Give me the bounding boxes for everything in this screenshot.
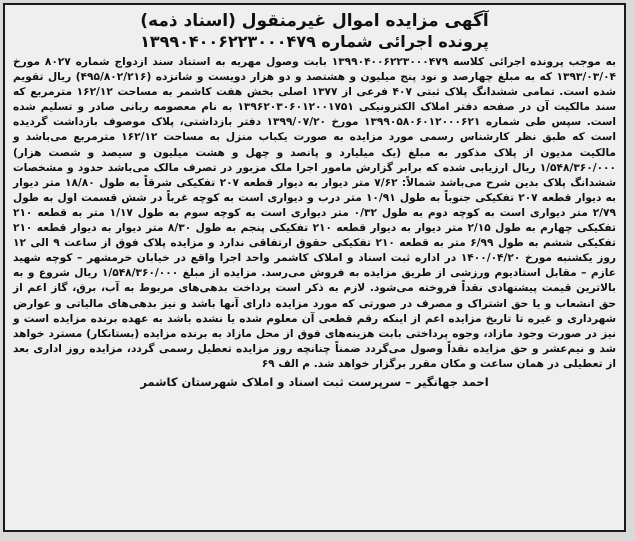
auction-notice xyxy=(3,3,626,532)
notice-body: به موجب پرونده اجرائی کلاسه ۱۳۹۹۰۴۰۰۶۲۲۳۰۰۰۴۷۹ بابت وصول مهریه به استناد سند ازدواج شماره ۸۰۲۷ مورخ ۱۳۹۳/۰۳/۰۴ که به مبلغ چهارصد و نود پنج میلیون و هشتصد و دو هزار دویست و شانزده (۴۹۵/۸۰۲/۲۱۶) ریال تقویم شده است. تمامی ششدانگ پلاک ثبتی ۴۰۷ فرعی از ۱۳۷۷ اصلی بخش هفت کاشمر به مساحت ۱۶۲/۱۲ مترمربع که سند مالکیت آن در صفحه دفتر املاک الکترونیکی ۱۳۹۶۲۰۳۰۶۰۱۲۰۰۱۷۵۱ به نام معصومه ربانی صادر و تسلیم شده است. سپس طی شماره ۱۳۹۹۰۵۸۰۶۰۱۲۰۰۰۶۲۱ مورخ ۱۳۹۹/۰۷/۲۰ دفتر بازداشتی، پلاک موصوف بازداشت گردیده است که طبق نظر کارشناس رسمی مورد مزایده به صورت یکباب منزل به مساحت ۱۶۲/۱۲ مترمربع می‌باشد و مالکیت مدیون از پلاک مذکور به مبلغ (یک میلیارد و پانصد و چهل و هشت میلیون و سیصد و شصت هزار) ۱/۵۴۸/۳۶۰/۰۰۰ ریال ارزیابی شده که برابر گزارش مامور اجرا ملک مزبور در تصرف مالک می‌باشد حدود و مشخصات ششدانگ پلاک بدین شرح می‌باشد شمالاً: ۷/۶۲ متر دیوار به دیوار قطعه ۲۰۷ تفکیکی شرقاً به طول ۱۸/۸۰ متر دیوار به دیوار قطعه ۲۰۷ تفکیکی جنوباً به طول ۱۰/۹۱ متر درب و دیواری است به کوچه غرباً در شش قسمت اول به طول ۲/۷۹ متر دیواری است به کوچه دوم به طول ۰/۳۲ متر دیواری است به کوچه سوم به طول ۱/۱۷ متر به قطعه ۲۱۰ تفکیکی چهارم به طول ۲/۱۵ متر دیوار به دیوار قطعه ۲۱۰ تفکیکی پنجم به طول ۸/۳۰ متر دیوار به دیوار قطعه ۲۱۰ تفکیکی ششم به طول ۶/۹۹ متر به قطعه ۲۱۰ تفکیکی حقوق ارتفاقی ندارد و مزایده پلاک فوق از ساعت ۹ الی ۱۲ روز یکشنبه مورخ ۱۴۰۰/۰۴/۲۰ در اداره ثبت اسناد و املاک کاشمر واحد اجرا واقع در خیابان خرمشهر – کوچه شهید عازم – مقابل استادیوم ورزشی از طریق مزایده به فروش می‌رسد. مزایده از مبلغ ۱/۵۴۸/۳۶۰/۰۰۰ ریال شروع و به بالاترین قیمت پیشنهادی نقداً فروخته می‌شود. لازم به ذکر است پرداخت بدهی‌های مربوط به آب، برق، گاز اعم از حق انشعاب و یا حق اشتراک و مصرف در صورتی که مورد مزایده دارای آنها باشد و نیز بدهی‌های مالیاتی و عوارض شهرداری و غیره تا تاریخ مزایده اعم از اینکه رقم قطعی آن معلوم شده یا نشده باشد به عهده برنده مزایده است و نیز در صورت وجود مازاد، وجوه پرداختی بابت هزینه‌های فوق از محل مازاد به برنده مزایده (بستانکار) مسترد خواهد شد و نیم‌عشر و حق مزایده نقداً وصول می‌گردد ضمناً چنانچه روز مزایده تعطیل رسمی گردد، مزایده روز اداری بعد از تعطیلی در همان ساعت و مکان مقرر برگزار خواهد شد. م الف ۶۹ xyxy=(13,56,617,370)
signature-line: احمد جهانگیر – سرپرست ثبت اسناد و املاک شهرستان کاشمر xyxy=(140,374,489,389)
notice-title: آگهی مزایده اموال غیرمنقول (اسناد ذمه) xyxy=(140,11,489,31)
case-number: پرونده اجرائی شماره ۱۳۹۹۰۴۰۰۶۲۲۳۰۰۰۴۷۹ xyxy=(140,32,489,51)
